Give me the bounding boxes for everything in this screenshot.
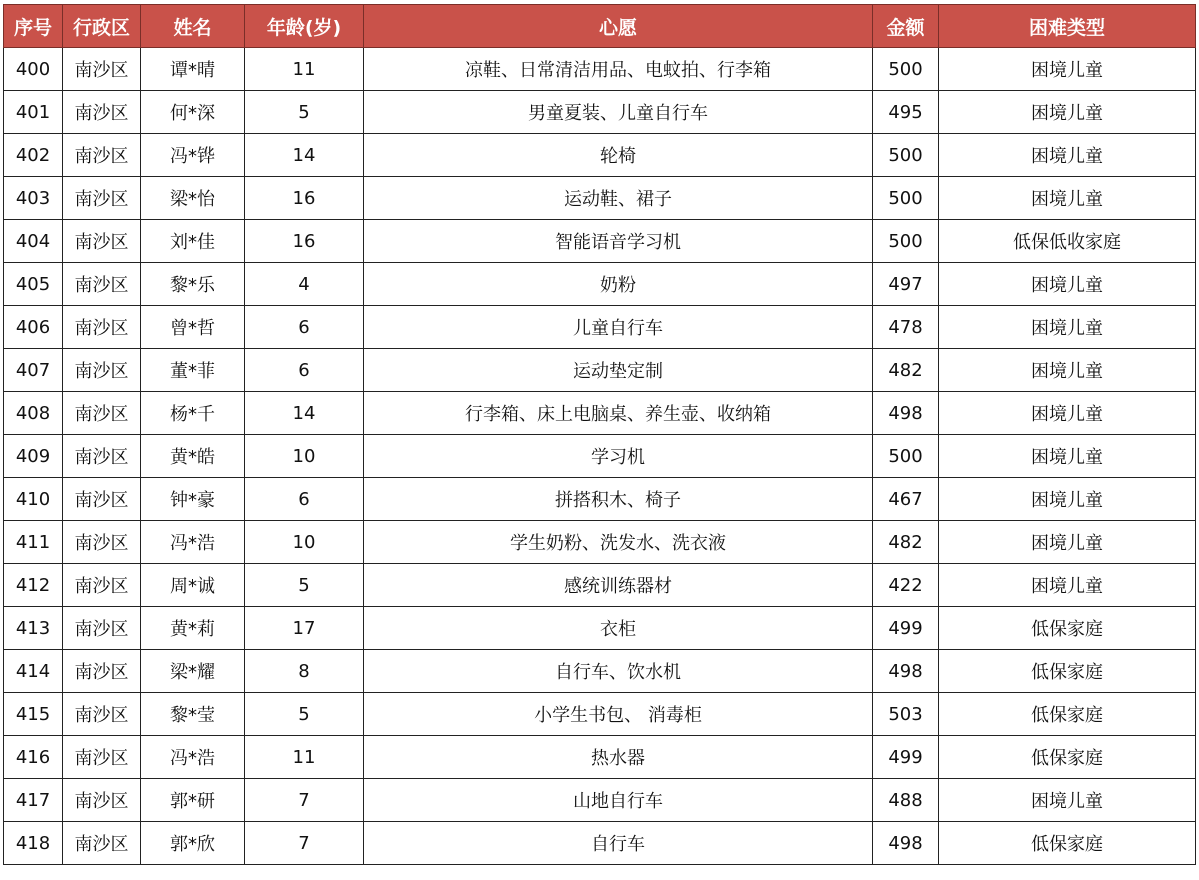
cell-amount: 500 xyxy=(873,177,939,220)
cell-amount: 422 xyxy=(873,564,939,607)
table-row xyxy=(4,177,1196,220)
cell-age: 10 xyxy=(245,435,364,478)
cell-wish: 山地自行车 xyxy=(364,779,873,822)
cell-difficulty-type: 低保家庭 xyxy=(939,822,1196,865)
header-wish: 心愿 xyxy=(364,5,873,48)
cell-age: 5 xyxy=(245,564,364,607)
cell-name: 黄*莉 xyxy=(141,607,245,650)
cell-name: 周*诚 xyxy=(141,564,245,607)
cell-district: 南沙区 xyxy=(63,349,141,392)
cell-difficulty-type: 困境儿童 xyxy=(939,521,1196,564)
cell-amount: 478 xyxy=(873,306,939,349)
cell-index: 413 xyxy=(4,607,63,650)
cell-index: 414 xyxy=(4,650,63,693)
cell-district: 南沙区 xyxy=(63,263,141,306)
cell-difficulty-type: 低保家庭 xyxy=(939,736,1196,779)
cell-district: 南沙区 xyxy=(63,134,141,177)
cell-wish: 学习机 xyxy=(364,435,873,478)
cell-age: 6 xyxy=(245,478,364,521)
cell-age: 5 xyxy=(245,693,364,736)
cell-name: 谭*晴 xyxy=(141,48,245,91)
cell-age: 14 xyxy=(245,134,364,177)
header-index: 序号 xyxy=(4,5,63,48)
cell-amount: 495 xyxy=(873,91,939,134)
cell-district: 南沙区 xyxy=(63,177,141,220)
cell-index: 405 xyxy=(4,263,63,306)
table-row xyxy=(4,779,1196,822)
header-difficulty-type: 困难类型 xyxy=(939,5,1196,48)
cell-district: 南沙区 xyxy=(63,779,141,822)
cell-amount: 500 xyxy=(873,134,939,177)
cell-name: 钟*豪 xyxy=(141,478,245,521)
cell-name: 黄*皓 xyxy=(141,435,245,478)
cell-index: 403 xyxy=(4,177,63,220)
cell-amount: 503 xyxy=(873,693,939,736)
cell-district: 南沙区 xyxy=(63,48,141,91)
cell-name: 曾*哲 xyxy=(141,306,245,349)
cell-wish: 小学生书包、 消毒柜 xyxy=(364,693,873,736)
cell-wish: 拼搭积木、椅子 xyxy=(364,478,873,521)
table-row xyxy=(4,392,1196,435)
cell-wish: 凉鞋、日常清洁用品、电蚊拍、行李箱 xyxy=(364,48,873,91)
cell-difficulty-type: 困境儿童 xyxy=(939,134,1196,177)
cell-name: 冯*浩 xyxy=(141,521,245,564)
table-body xyxy=(4,48,1196,865)
cell-district: 南沙区 xyxy=(63,220,141,263)
cell-index: 412 xyxy=(4,564,63,607)
table-row xyxy=(4,822,1196,865)
cell-index: 401 xyxy=(4,91,63,134)
cell-index: 406 xyxy=(4,306,63,349)
cell-district: 南沙区 xyxy=(63,650,141,693)
cell-name: 刘*佳 xyxy=(141,220,245,263)
cell-age: 16 xyxy=(245,177,364,220)
cell-district: 南沙区 xyxy=(63,306,141,349)
cell-amount: 499 xyxy=(873,736,939,779)
cell-amount: 500 xyxy=(873,48,939,91)
cell-name: 梁*耀 xyxy=(141,650,245,693)
cell-age: 11 xyxy=(245,48,364,91)
cell-wish: 自行车 xyxy=(364,822,873,865)
cell-age: 8 xyxy=(245,650,364,693)
cell-difficulty-type: 困境儿童 xyxy=(939,91,1196,134)
table-row xyxy=(4,736,1196,779)
cell-amount: 467 xyxy=(873,478,939,521)
cell-district: 南沙区 xyxy=(63,392,141,435)
cell-age: 17 xyxy=(245,607,364,650)
cell-wish: 轮椅 xyxy=(364,134,873,177)
header-amount: 金额 xyxy=(873,5,939,48)
table-row xyxy=(4,478,1196,521)
cell-amount: 498 xyxy=(873,392,939,435)
cell-difficulty-type: 困境儿童 xyxy=(939,779,1196,822)
cell-difficulty-type: 困境儿童 xyxy=(939,263,1196,306)
cell-amount: 482 xyxy=(873,521,939,564)
cell-amount: 500 xyxy=(873,435,939,478)
cell-index: 415 xyxy=(4,693,63,736)
cell-age: 4 xyxy=(245,263,364,306)
cell-age: 7 xyxy=(245,822,364,865)
cell-district: 南沙区 xyxy=(63,91,141,134)
cell-index: 418 xyxy=(4,822,63,865)
cell-district: 南沙区 xyxy=(63,435,141,478)
cell-wish: 学生奶粉、洗发水、洗衣液 xyxy=(364,521,873,564)
table-row xyxy=(4,607,1196,650)
cell-name: 杨*千 xyxy=(141,392,245,435)
table-row xyxy=(4,435,1196,478)
cell-difficulty-type: 困境儿童 xyxy=(939,306,1196,349)
table-row xyxy=(4,693,1196,736)
cell-wish: 感统训练器材 xyxy=(364,564,873,607)
cell-name: 冯*浩 xyxy=(141,736,245,779)
table-row xyxy=(4,650,1196,693)
cell-district: 南沙区 xyxy=(63,607,141,650)
cell-name: 冯*铧 xyxy=(141,134,245,177)
cell-index: 404 xyxy=(4,220,63,263)
cell-wish: 衣柜 xyxy=(364,607,873,650)
cell-name: 黎*莹 xyxy=(141,693,245,736)
cell-index: 408 xyxy=(4,392,63,435)
cell-age: 7 xyxy=(245,779,364,822)
cell-wish: 自行车、饮水机 xyxy=(364,650,873,693)
cell-age: 6 xyxy=(245,306,364,349)
cell-difficulty-type: 低保家庭 xyxy=(939,607,1196,650)
cell-difficulty-type: 低保低收家庭 xyxy=(939,220,1196,263)
cell-index: 407 xyxy=(4,349,63,392)
cell-wish: 行李箱、床上电脑桌、养生壶、收纳箱 xyxy=(364,392,873,435)
cell-district: 南沙区 xyxy=(63,693,141,736)
cell-difficulty-type: 低保家庭 xyxy=(939,693,1196,736)
table-row xyxy=(4,48,1196,91)
cell-district: 南沙区 xyxy=(63,822,141,865)
cell-amount: 482 xyxy=(873,349,939,392)
cell-difficulty-type: 困境儿童 xyxy=(939,392,1196,435)
cell-age: 16 xyxy=(245,220,364,263)
cell-name: 何*深 xyxy=(141,91,245,134)
cell-difficulty-type: 困境儿童 xyxy=(939,177,1196,220)
table-row xyxy=(4,91,1196,134)
table-row xyxy=(4,134,1196,177)
cell-difficulty-type: 困境儿童 xyxy=(939,48,1196,91)
header-name: 姓名 xyxy=(141,5,245,48)
cell-amount: 500 xyxy=(873,220,939,263)
cell-name: 郭*欣 xyxy=(141,822,245,865)
cell-age: 6 xyxy=(245,349,364,392)
cell-district: 南沙区 xyxy=(63,564,141,607)
cell-name: 黎*乐 xyxy=(141,263,245,306)
cell-difficulty-type: 困境儿童 xyxy=(939,478,1196,521)
cell-wish: 运动鞋、裙子 xyxy=(364,177,873,220)
cell-difficulty-type: 困境儿童 xyxy=(939,435,1196,478)
cell-index: 402 xyxy=(4,134,63,177)
cell-difficulty-type: 困境儿童 xyxy=(939,349,1196,392)
cell-index: 410 xyxy=(4,478,63,521)
cell-amount: 488 xyxy=(873,779,939,822)
cell-name: 梁*怡 xyxy=(141,177,245,220)
cell-index: 417 xyxy=(4,779,63,822)
cell-district: 南沙区 xyxy=(63,736,141,779)
cell-wish: 运动垫定制 xyxy=(364,349,873,392)
cell-amount: 498 xyxy=(873,650,939,693)
cell-wish: 儿童自行车 xyxy=(364,306,873,349)
cell-wish: 奶粉 xyxy=(364,263,873,306)
cell-age: 5 xyxy=(245,91,364,134)
cell-amount: 497 xyxy=(873,263,939,306)
cell-wish: 热水器 xyxy=(364,736,873,779)
cell-district: 南沙区 xyxy=(63,521,141,564)
cell-difficulty-type: 低保家庭 xyxy=(939,650,1196,693)
cell-index: 400 xyxy=(4,48,63,91)
cell-amount: 499 xyxy=(873,607,939,650)
header-age: 年龄(岁) xyxy=(245,5,364,48)
table-row xyxy=(4,521,1196,564)
cell-index: 411 xyxy=(4,521,63,564)
cell-age: 14 xyxy=(245,392,364,435)
table-header-row xyxy=(4,5,1196,48)
table-row xyxy=(4,220,1196,263)
cell-wish: 男童夏装、儿童自行车 xyxy=(364,91,873,134)
cell-difficulty-type: 困境儿童 xyxy=(939,564,1196,607)
header-district: 行政区 xyxy=(63,5,141,48)
cell-amount: 498 xyxy=(873,822,939,865)
cell-index: 416 xyxy=(4,736,63,779)
table-row xyxy=(4,564,1196,607)
cell-name: 董*菲 xyxy=(141,349,245,392)
table-row xyxy=(4,349,1196,392)
cell-index: 409 xyxy=(4,435,63,478)
wish-list-table xyxy=(3,4,1196,865)
table-row xyxy=(4,263,1196,306)
cell-wish: 智能语音学习机 xyxy=(364,220,873,263)
cell-district: 南沙区 xyxy=(63,478,141,521)
cell-age: 11 xyxy=(245,736,364,779)
table-row xyxy=(4,306,1196,349)
cell-age: 10 xyxy=(245,521,364,564)
cell-name: 郭*研 xyxy=(141,779,245,822)
